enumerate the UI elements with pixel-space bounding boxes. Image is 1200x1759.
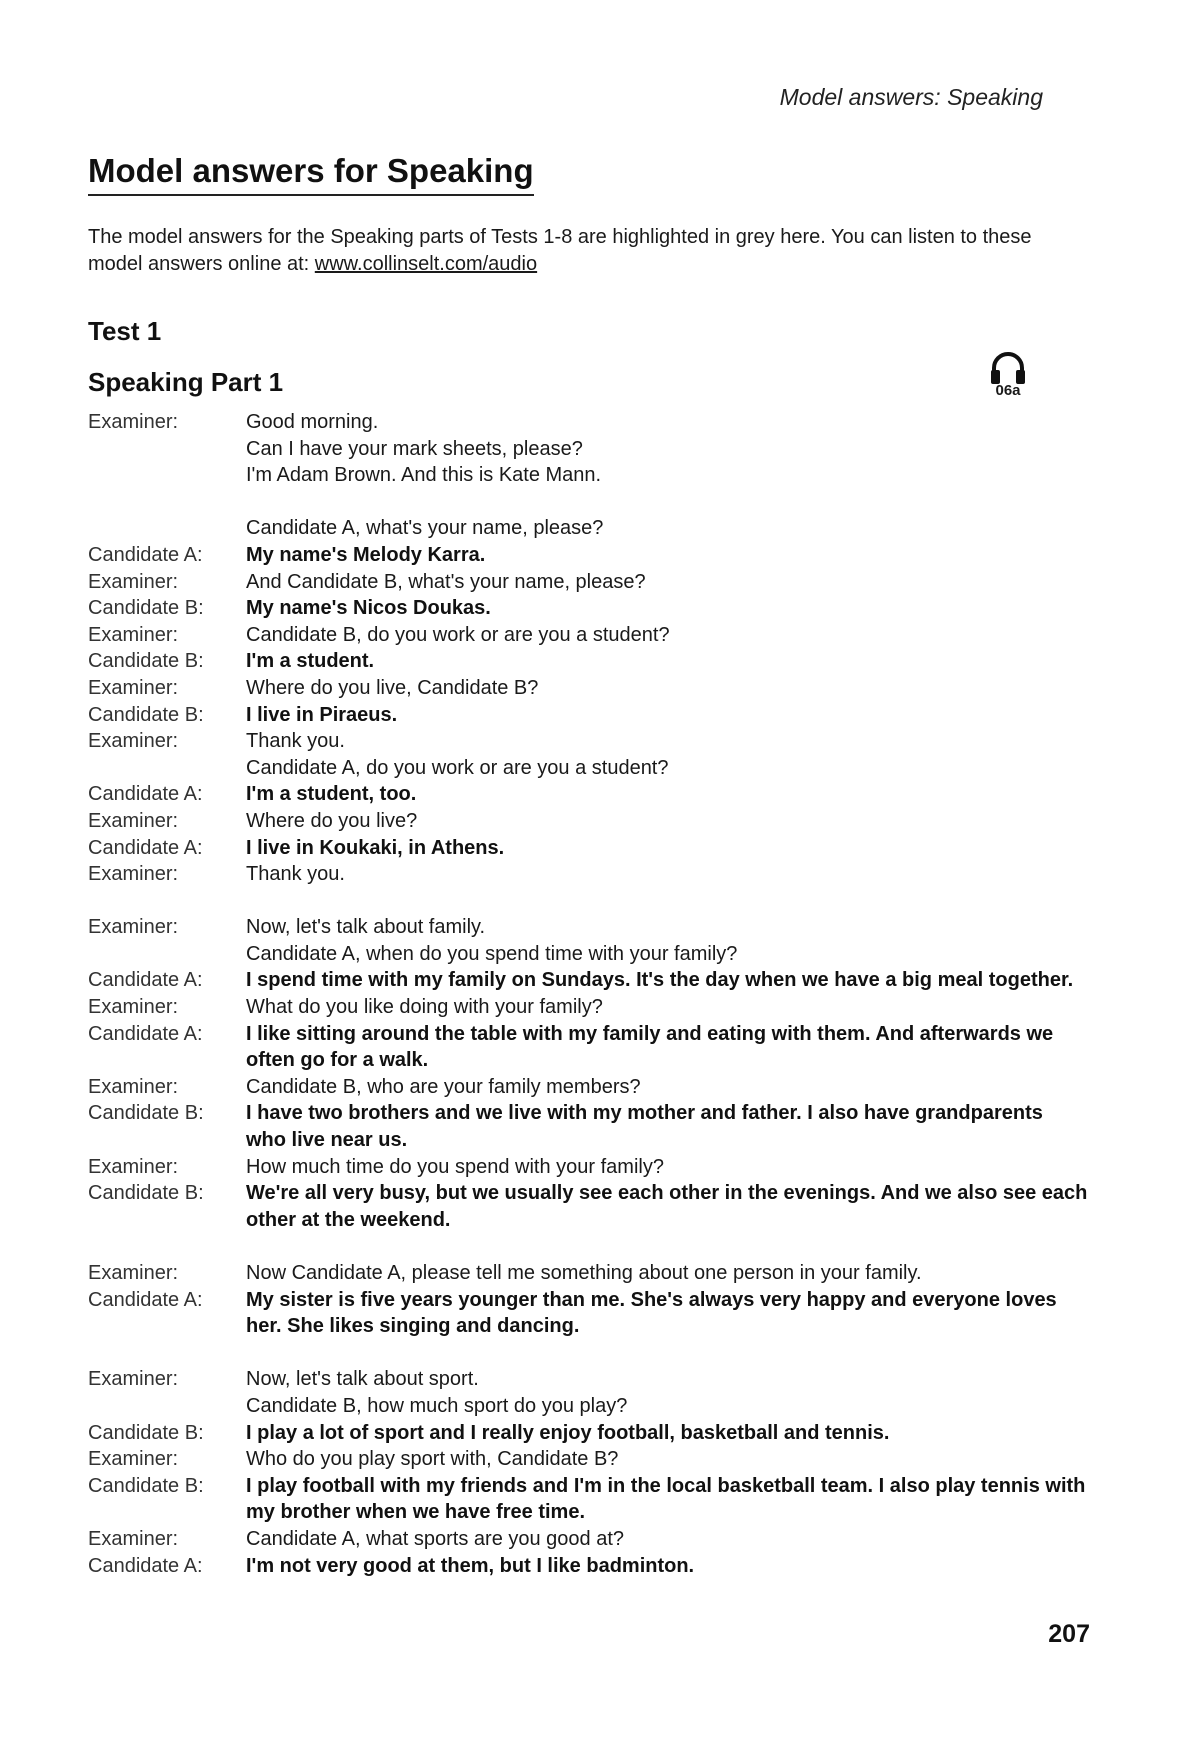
audio-link[interactable]: www.collinselt.com/audio xyxy=(314,253,538,275)
speaker-label: Candidate B: xyxy=(88,1182,204,1205)
candidate-answer: I have two brothers and we live with my mother and father. I also have grandparents who live near us. xyxy=(246,1102,1043,1152)
examiner-line: I'm Adam Brown. And this is Kate Mann. xyxy=(246,464,602,487)
speaker-label: Examiner: xyxy=(88,916,179,939)
dialogue-line xyxy=(88,861,1088,888)
dialogue-line xyxy=(88,1100,1088,1153)
speaker-label: Examiner: xyxy=(88,1262,179,1284)
dialogue-line xyxy=(88,781,1088,808)
candidate-answer: I'm a student, too. xyxy=(246,783,417,806)
candidate-answer: I play football with my friends and I'm in the local basketball team. I also play tennis with my brother when we have free time. xyxy=(246,1474,1086,1524)
speaker-label xyxy=(88,462,246,489)
speaker-label: Examiner: xyxy=(88,1155,179,1178)
examiner-line: Candidate B, who are your family members? xyxy=(246,1075,641,1098)
speaker-label: Examiner: xyxy=(88,1368,179,1391)
dialogue-line xyxy=(88,808,1088,835)
candidate-answer: I'm a student. xyxy=(246,650,375,673)
speaker-label xyxy=(88,515,246,542)
dialogue-line xyxy=(88,1021,1088,1074)
dialogue-line xyxy=(88,994,1088,1021)
speaker-label: Candidate B: xyxy=(88,650,204,673)
examiner-line: Thank you. xyxy=(246,730,345,753)
candidate-answer: My name's Melody Karra. xyxy=(246,543,486,566)
dialogue-line xyxy=(88,542,1088,569)
part-heading: Speaking Part 1 xyxy=(88,367,284,397)
examiner-line: What do you like doing with your family? xyxy=(246,996,603,1019)
speaker-label: Candidate B: xyxy=(88,1102,204,1125)
dialogue-line xyxy=(88,967,1088,994)
dialogue-line xyxy=(88,1287,1088,1340)
speaker-label: Candidate B: xyxy=(88,703,204,726)
examiner-line: Candidate A, when do you spend time with your family? xyxy=(246,942,738,965)
page-title: Model answers for Speaking xyxy=(88,152,534,196)
speaker-label xyxy=(88,436,246,463)
speaker-label: Examiner: xyxy=(88,1527,179,1550)
speaker-label: Candidate A: xyxy=(88,969,203,992)
audio-track-badge xyxy=(985,350,1031,399)
examiner-line: Who do you play sport with, Candidate B? xyxy=(246,1448,619,1471)
speaker-label: Candidate A: xyxy=(88,1022,203,1045)
speaker-label xyxy=(88,755,246,782)
speaker-label: Examiner: xyxy=(88,863,179,886)
dialogue-line xyxy=(88,914,1088,941)
dialogue-line xyxy=(88,728,1088,755)
dialogue-line xyxy=(88,1260,1088,1287)
dialogue-line xyxy=(88,835,1088,862)
candidate-answer: I like sitting around the table with my family and eating with them. And afterwards we often go for a walk. xyxy=(246,1022,1054,1072)
candidate-answer: I'm not very good at them, but I like badminton. xyxy=(246,1554,695,1577)
speaker-label xyxy=(88,941,246,968)
examiner-line: Candidate A, what's your name, please? xyxy=(246,517,604,540)
dialogue-line xyxy=(88,1420,1088,1447)
dialogue-line xyxy=(88,1154,1088,1181)
examiner-line: How much time do you spend with your family? xyxy=(246,1155,664,1178)
examiner-line: Now, let's talk about family. xyxy=(246,916,486,939)
candidate-answer: I live in Koukaki, in Athens. xyxy=(246,836,505,859)
dialogue-line xyxy=(88,595,1088,622)
speaker-label: Candidate B: xyxy=(88,1474,204,1497)
speaker-label: Candidate B: xyxy=(88,597,204,620)
examiner-line: Can I have your mark sheets, please? xyxy=(246,437,583,460)
examiner-line: Good morning. xyxy=(246,411,379,433)
candidate-answer: I spend time with my family on Sundays. It's the day when we have a big meal together. xyxy=(246,969,1074,992)
examiner-line: Candidate A, what sports are you good at? xyxy=(246,1527,625,1550)
dialogue-line xyxy=(88,1526,1088,1553)
dialogue-line xyxy=(88,409,1088,436)
examiner-line: Candidate B, do you work or are you a student? xyxy=(246,623,670,646)
speaker-label: Candidate A: xyxy=(88,543,203,566)
dialogue-line xyxy=(88,1446,1088,1473)
candidate-answer: I play a lot of sport and I really enjoy football, basketball and tennis. xyxy=(246,1421,890,1444)
speaker-label: Examiner: xyxy=(88,570,179,593)
examiner-line: Candidate A, do you work or are you a student? xyxy=(246,756,669,779)
dialogue-line xyxy=(88,675,1088,702)
speaker-label: Examiner: xyxy=(88,1075,179,1098)
dialogue-line xyxy=(88,702,1088,729)
candidate-answer: My sister is five years younger than me. She's always very happy and everyone loves her. She likes singing and dancing. xyxy=(246,1288,1057,1338)
dialogue-transcript xyxy=(88,409,1088,1579)
dialogue-line xyxy=(88,648,1088,675)
dialogue-line xyxy=(88,1553,1088,1580)
speaker-label: Examiner: xyxy=(88,996,179,1019)
examiner-line: And Candidate B, what's your name, please? xyxy=(246,570,646,593)
dialogue-line xyxy=(88,622,1088,649)
speaker-label: Candidate B: xyxy=(88,1421,204,1444)
dialogue-line xyxy=(88,436,1088,463)
candidate-answer: My name's Nicos Doukas. xyxy=(246,597,491,620)
dialogue-line xyxy=(88,1393,1088,1420)
audio-track-label: 06a xyxy=(995,382,1021,399)
speaker-label xyxy=(88,1393,246,1420)
examiner-line: Candidate B, how much sport do you play? xyxy=(246,1394,628,1417)
examiner-line: Where do you live, Candidate B? xyxy=(246,676,539,699)
dialogue-line xyxy=(88,1366,1088,1393)
candidate-answer: We're all very busy, but we usually see each other in the evenings. And we also see each other at the weekend. xyxy=(246,1182,1088,1231)
speaker-label: Candidate A: xyxy=(88,1288,203,1311)
candidate-answer: I live in Piraeus. xyxy=(246,703,398,726)
dialogue-line xyxy=(88,941,1088,968)
page-number: 207 xyxy=(1048,1620,1090,1648)
dialogue-line xyxy=(88,755,1088,782)
speaker-label: Examiner: xyxy=(88,1448,179,1471)
intro-text: The model answers for the Speaking parts of Tests 1-8 are highlighted in grey here. You can listen to these model answers online at: xyxy=(88,226,1032,275)
dialogue-line xyxy=(88,1180,1088,1233)
running-head: Model answers: Speaking xyxy=(779,84,1043,110)
speaker-label: Candidate A: xyxy=(88,783,203,806)
speaker-label: Examiner: xyxy=(88,676,179,699)
speaker-label: Examiner: xyxy=(88,623,179,646)
speaker-label: Examiner: xyxy=(88,809,179,832)
examiner-line: Now, let's talk about sport. xyxy=(246,1368,479,1391)
dialogue-line xyxy=(88,569,1088,596)
examiner-line: Now Candidate A, please tell me something about one person in your family. xyxy=(246,1262,922,1284)
speaker-label: Examiner: xyxy=(88,730,179,753)
speaker-label: Candidate A: xyxy=(88,836,203,859)
speaker-label: Candidate A: xyxy=(88,1554,203,1577)
dialogue-line xyxy=(88,1074,1088,1101)
test-heading: Test 1 xyxy=(88,316,162,346)
dialogue-line xyxy=(88,462,1088,489)
headphones-icon xyxy=(985,350,1031,386)
dialogue-line xyxy=(88,515,1088,542)
speaker-label: Examiner: xyxy=(88,411,179,433)
examiner-line: Thank you. xyxy=(246,863,345,886)
examiner-line: Where do you live? xyxy=(246,809,418,832)
dialogue-line xyxy=(88,1473,1088,1526)
intro-paragraph xyxy=(88,224,1078,278)
